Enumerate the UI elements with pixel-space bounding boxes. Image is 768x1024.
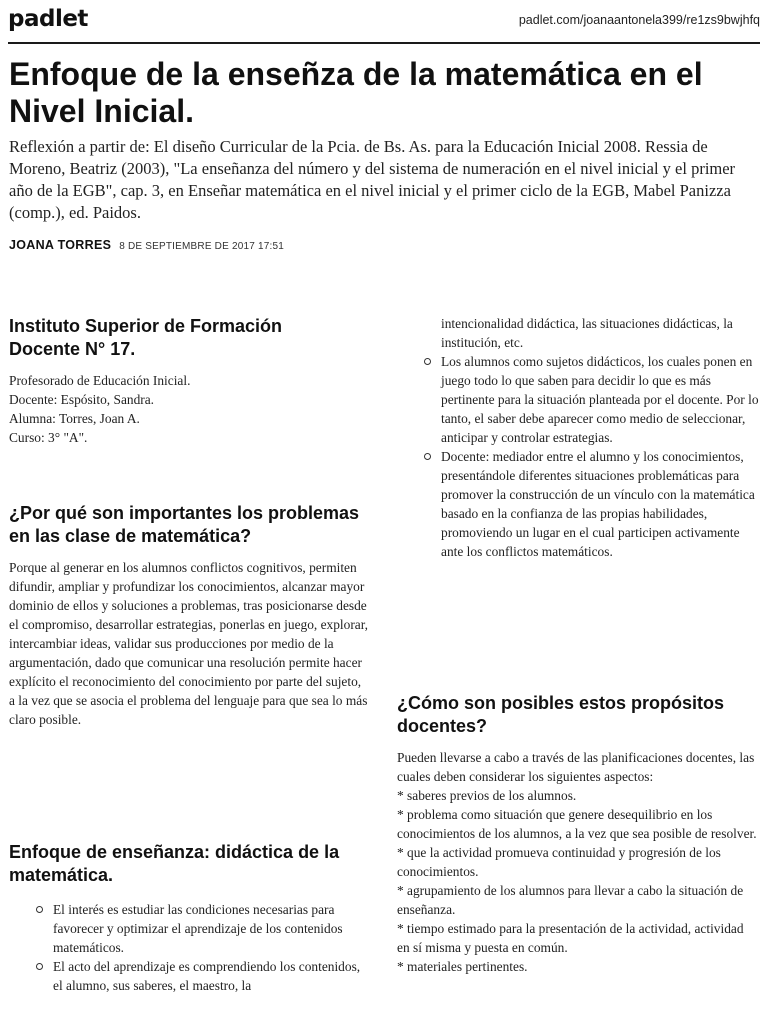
bullet-list <box>397 352 759 561</box>
post-why-problems[interactable] <box>9 502 369 729</box>
list-item-continuation: intencionalidad didáctica, las situaciones didácticas, la institución, etc. <box>441 316 733 350</box>
text-paragraph: Porque al generar en los alumnos conflictos cognitivos, permiten difundir, ampliar y profundizar los conocimientos, alcanzar mayor dominio de ellos y soluciones a problemas, tras posicionarse desde el compromiso, desarrollar estrategias, ponerlas en juego, explorar, intercambiar ideas, validar sus producciones por medio de la argumentación, dado que comunicar una resolución permite hacer explícito el reconocimiento del conocimiento por parte del sujeto, a la vez que se asocia el problema del lenguaje para que sea lo más claro posible. <box>9 560 369 727</box>
padlet-logo[interactable]: padlet <box>8 6 88 32</box>
text-line: Alumna: Torres, Joan A. <box>9 411 140 426</box>
bullet-list <box>9 900 369 995</box>
author-name: JOANA TORRES <box>9 238 112 252</box>
text-line: * problema como situación que genere desequilibrio en los conocimientos de los alumnos, a la vez que sea posible de resolver. <box>397 807 757 841</box>
post-institute[interactable] <box>9 315 364 447</box>
board-url[interactable]: padlet.com/joanaantonela399/re1zs9bwjhfq <box>518 13 760 27</box>
post-body <box>397 748 759 976</box>
text-line: * saberes previos de los alumnos. <box>397 788 577 803</box>
text-line: * que la actividad promueva continuidad y progresión de los conocimientos. <box>397 845 721 879</box>
text-line: * materiales pertinentes. <box>397 959 528 974</box>
post-approach-continued[interactable] <box>397 314 759 561</box>
list-item: El interés es estudiar las condiciones necesarias para favorecer y optimizar el aprendizaje de los contenidos matemáticos. <box>53 900 369 957</box>
post-title: Instituto Superior de Formación Docente N° 17. <box>9 316 283 359</box>
post-title: ¿Por qué son importantes los problemas en las clase de matemática? <box>9 503 360 546</box>
text-line: Pueden llevarse a cabo a través de las planificaciones docentes, las cuales deben considerar los siguientes aspectos: <box>397 750 755 784</box>
post-body <box>9 371 364 447</box>
board-title: Enfoque de la enseñza de la matemática en el Nivel Inicial. <box>9 56 703 129</box>
board-description: Reflexión a partir de: El diseño Curricular de la Pcia. de Bs. As. para la Educación Inicial 2008. Ressia de Moreno, Beatriz (2003), "La enseñanza del número y del sistema de numeración en el nivel inicial y el primer año de la EGB", cap. 3, en Enseñar matemática en el nivel inicial y el primer ciclo de la EGB, Mabel Panizza (comp.), ed. Paidos. <box>9 137 736 222</box>
list-item: El acto del aprendizaje es comprendiendo los contenidos, el alumno, sus saberes, el maestro, la <box>53 957 369 995</box>
text-line: Curso: 3° "A". <box>9 430 88 445</box>
author-line <box>9 236 284 254</box>
top-bar <box>8 0 760 44</box>
text-line: Docente: Espósito, Sandra. <box>9 392 155 407</box>
post-body <box>9 558 369 729</box>
text-line: * agrupamiento de los alumnos para llevar a cabo la situación de enseñanza. <box>397 883 744 917</box>
post-date: 8 DE SEPTIEMBRE DE 2017 17:51 <box>119 241 284 252</box>
post-title: ¿Cómo son posibles estos propósitos docentes? <box>397 693 725 736</box>
text-line: * tiempo estimado para la presentación de la actividad, actividad en sí misma y puesta en común. <box>397 921 744 955</box>
post-title: Enfoque de enseñanza: didáctica de la matemática. <box>9 842 340 885</box>
list-item: Docente: mediador entre el alumno y los conocimientos, presentándole diferentes situaciones problemáticas para promover la construcción de un vínculo con la matemática basado en la confianza de las propias habilidades, promoviendo un lugar en el cual participen activamente ante los conflictos matemáticos. <box>441 447 759 561</box>
post-how-possible[interactable] <box>397 692 759 976</box>
text-line: Profesorado de Educación Inicial. <box>9 373 191 388</box>
post-approach[interactable] <box>9 841 369 995</box>
list-item: Los alumnos como sujetos didácticos, los cuales ponen en juego todo lo que saben para decidir lo que es más pertinente para la situación planteada por el docente. Por lo tanto, el saber debe aparecer como medio de seleccionar, anticipar y controlar estrategias. <box>441 354 759 445</box>
